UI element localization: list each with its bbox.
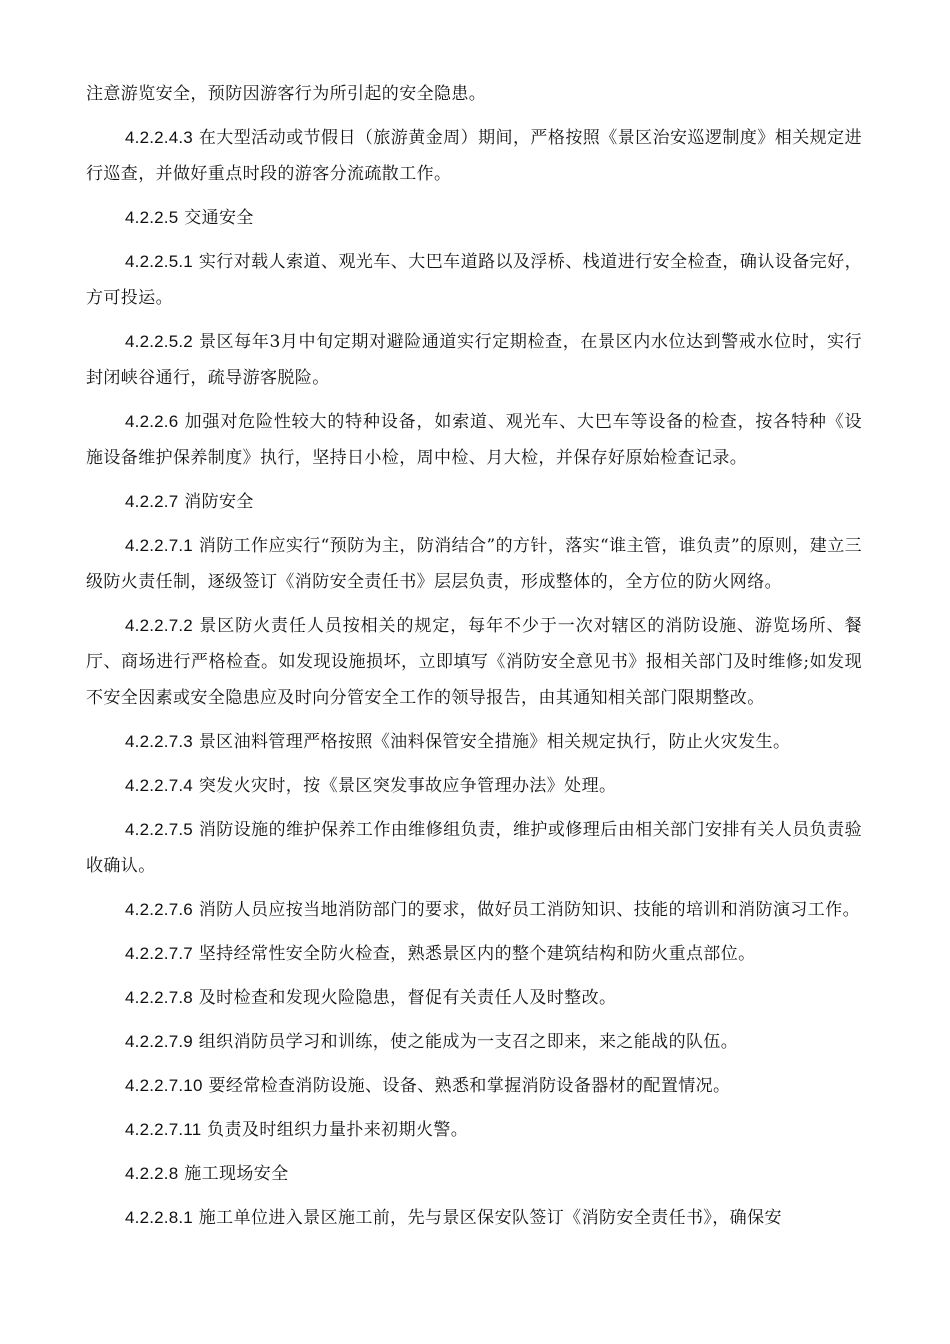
paragraph-text: 实行对载人索道、观光车、大巴车道路以及浮桥、栈道进行安全检查，确认设备完好，方可投运。 [86, 252, 862, 308]
heading-4-2-2-8 [86, 1156, 862, 1192]
paragraph-4-2-2-4-3 [86, 120, 862, 192]
section-number: 4.2.2.7.8 [125, 988, 193, 1007]
paragraph-4-2-2-7-8 [86, 980, 862, 1016]
paragraph-4-2-2-7-2 [86, 608, 862, 716]
paragraph-4-2-2-6 [86, 404, 862, 476]
paragraph-4-2-2-7-5 [86, 812, 862, 884]
section-number: 4.2.2.7.5 [125, 820, 193, 839]
heading-4-2-2-5 [86, 200, 862, 236]
section-number: 4.2.2.5.2 [125, 332, 193, 351]
section-number: 4.2.2.7 [125, 492, 179, 511]
paragraph-4-2-2-8-1 [86, 1200, 862, 1236]
paragraph-text: 加强对危险性较大的特种设备，如索道、观光车、大巴车等设备的检查，按各特种《设施设备维护保养制度》执行，坚持日小检，周中检、月大检，并保存好原始检查记录。 [86, 412, 862, 468]
section-number: 4.2.2.8 [125, 1164, 179, 1183]
section-heading: 施工现场安全 [184, 1164, 289, 1184]
section-heading: 交通安全 [184, 208, 254, 228]
paragraph-text: 消防设施的维护保养工作由维修组负责，维护或修理后由相关部门安排有关人员负责验收确认。 [86, 820, 862, 876]
paragraph-4-2-2-7-3 [86, 724, 862, 760]
paragraph-text: 突发火灾时，按《景区突发事故应争管理办法》处理。 [198, 776, 617, 796]
document-body [86, 76, 862, 1244]
section-number: 4.2.2.7.6 [125, 900, 193, 919]
paragraph-4-2-2-7-10 [86, 1068, 862, 1104]
paragraph-4-2-2-7-9 [86, 1024, 862, 1060]
paragraph-4-2-2-7-11 [86, 1112, 862, 1148]
paragraph-text: 景区防火责任人员按相关的规定，每年不少于一次对辖区的消防设施、游览场所、餐厅、商场进行严格检查。如发现设施损坏，立即填写《消防安全意见书》报相关部门及时维修;如发现不安全因素或安全隐患应及时向分管安全工作的领导报告，由其通知相关部门限期整改。 [86, 616, 862, 708]
section-number: 4.2.2.4.3 [125, 128, 193, 147]
section-number: 4.2.2.7.1 [125, 536, 193, 555]
section-number: 4.2.2.7.4 [125, 776, 193, 795]
section-number: 4.2.2.5 [125, 208, 179, 227]
paragraph-0 [86, 76, 862, 112]
paragraph-4-2-2-7-6 [86, 892, 862, 928]
section-number: 4.2.2.5.1 [125, 252, 193, 271]
paragraph-text: 消防工作应实行“预防为主，防消结合”的方针，落实“谁主管，谁负责”的原则，建立三级防火责任制，逐级签订《消防安全责任书》层层负责，形成整体的，全方位的防火网络。 [86, 536, 863, 592]
section-number: 4.2.2.7.9 [125, 1032, 193, 1051]
section-number: 4.2.2.7.7 [125, 944, 193, 963]
paragraph-4-2-2-7-1 [86, 528, 862, 600]
section-number: 4.2.2.7.3 [125, 732, 193, 751]
paragraph-4-2-2-5-1 [86, 244, 862, 316]
paragraph-text: 消防人员应按当地消防部门的要求，做好员工消防知识、技能的培训和消防演习工作。 [198, 900, 860, 920]
paragraph-text: 负责及时组织力量扑来初期火警。 [207, 1120, 469, 1140]
section-number: 4.2.2.7.10 [125, 1076, 203, 1095]
section-heading: 消防安全 [184, 492, 254, 512]
section-number: 4.2.2.7.2 [125, 616, 193, 635]
paragraph-text: 坚持经常性安全防火检查，熟悉景区内的整个建筑结构和防火重点部位。 [198, 944, 756, 964]
paragraph-text: 景区每年3月中旬定期对避险通道实行定期检查，在景区内水位达到警戒水位时，实行封闭峡谷通行，疏导游客脱险。 [86, 332, 863, 388]
paragraph-text: 注意游览安全，预防因游客行为所引起的安全隐患。 [86, 84, 487, 104]
paragraph-text: 在大型活动或节假日（旅游黄金周）期间，严格按照《景区治安巡逻制度》相关规定进行巡查，并做好重点时段的游客分流疏散工作。 [86, 128, 862, 184]
paragraph-text: 施工单位进入景区施工前，先与景区保安队签订《消防安全责任书》，确保安 [198, 1208, 782, 1228]
section-number: 4.2.2.6 [125, 412, 179, 431]
paragraph-text: 及时检查和发现火险隐患，督促有关责任人及时整改。 [198, 988, 617, 1008]
section-number: 4.2.2.8.1 [125, 1208, 193, 1227]
paragraph-4-2-2-7-7 [86, 936, 862, 972]
heading-4-2-2-7 [86, 484, 862, 520]
paragraph-4-2-2-5-2 [86, 324, 862, 396]
paragraph-text: 组织消防员学习和训练，使之能成为一支召之即来，来之能战的队伍。 [198, 1032, 739, 1052]
paragraph-text: 景区油料管理严格按照《油料保管安全措施》相关规定执行，防止火灾发生。 [198, 732, 791, 752]
paragraph-4-2-2-7-4 [86, 768, 862, 804]
paragraph-text: 要经常检查消防设施、设备、熟悉和掌握消防设备器材的配置情况。 [208, 1076, 731, 1096]
section-number: 4.2.2.7.11 [125, 1120, 202, 1139]
